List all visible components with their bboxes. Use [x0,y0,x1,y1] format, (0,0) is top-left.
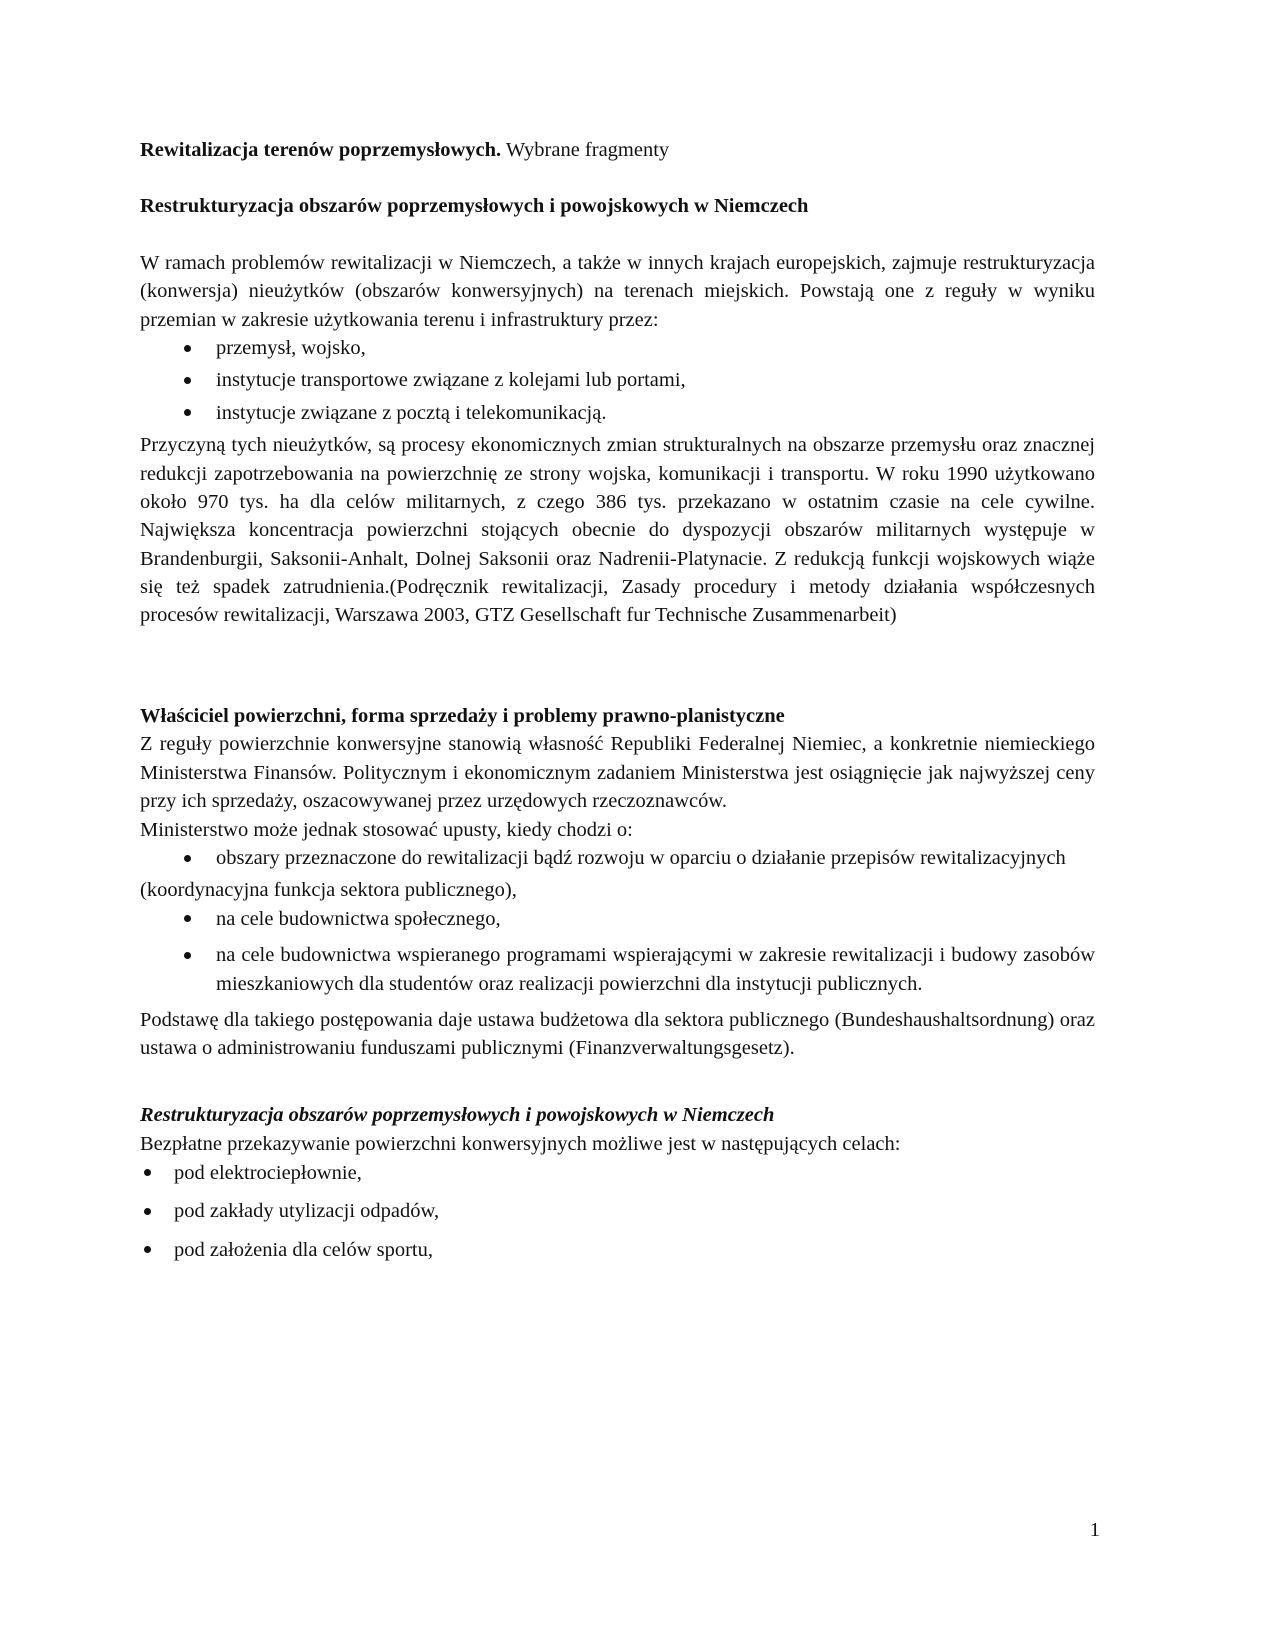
section-3-heading: Restrukturyzacja obszarów poprzemysłowych i powojskowych w Niemczech [140,1103,775,1126]
list-item: obszary przeznaczone do rewitalizacji bądź rozwoju w oparciu o działanie przepisów rewitalizacyjnych [140,844,1095,872]
document-title-bold: Rewitalizacja terenów poprzemysłowych. [140,139,502,161]
page-number: 1 [1089,1518,1100,1541]
list-item: przemysł, wojsko, [140,334,1095,362]
section-2-interjection: (koordynacyjna funkcja sektora publicznego), [140,879,517,902]
section-2-heading: Właściciel powierzchni, forma sprzedaży i problemy prawno-planistyczne [140,704,785,727]
list-item: instytucje transportowe związane z kolejami lub portami, [140,366,1095,394]
spacer [140,1063,1095,1103]
list-item: pod elektrociepłownie, [140,1159,1095,1187]
section-1-intro-paragraph: W ramach problemów rewitalizacji w Niemczech, a także w innych krajach europejskich, zajmuje restrukturyzacja (konwersja) nieużytków (obszarów konwersyjnych) na terenach miejskich. Powstają one z reguły w wyniku przemian w zakresie użytkowania terenu i infrastruktury przez: [140,251,1095,331]
section-1-body-paragraph: Przyczyną tych nieużytków, są procesy ekonomicznych zmian strukturalnych na obszarze przemysłu oraz znacznej redukcji zapotrzebowania na powierzchnię ze strony wojska, komunikacji i transportu. W roku 1990 użytkowano około 970 tys. ha dla celów militarnych, z czego 386 tys. przekazano w ostatnim czasie na cele cywilne. Największa koncentracja powierzchni stojących obecnie do dyspozycji obszarów militarnych występuje w Brandenburgii, Saksonii-Anhalt, Dolnej Saksonii oraz Nadrenii-Platynacie. Z redukcją funkcji wojskowych wiąże się też spadek zatrudnienia.(Podręcznik rewitalizacji, Zasady procedury i metody działania współczesnych procesów rewitalizacji, Warszawa 2003, GTZ Gesellschaft fur Technische Zusammenarbeit) [140,434,1095,627]
section-2-bullet-list-a [140,844,1095,872]
spacer [140,630,1095,704]
section-3-lead-in: Bezpłatne przekazywanie powierzchni konwersyjnych możliwe jest w następujących celach: [140,1133,901,1156]
section-2-lead-in: Ministerstwo może jednak stosować upusty, kiedy chodzi o: [140,818,633,841]
section-2-paragraph-2: Podstawę dla takiego postępowania daje ustawa budżetowa dla sektora publicznego (Bundeshaushaltsordnung) oraz ustawa o administrowaniu funduszami publicznymi (Finanzverwaltungsgesetz). [140,1008,1095,1060]
list-item: na cele budownictwa społecznego, [140,905,1095,933]
document-title [140,138,1095,162]
section-2-bullet-list-b [140,905,1095,998]
section-3-bullet-list [140,1159,1095,1264]
list-item: instytucje związane z pocztą i telekomunikacją. [140,399,1095,427]
list-item: na cele budownictwa wspieranego programami wspierającymi w zakresie rewitalizacji i budowy zasobów mieszkaniowych dla studentów oraz realizacji powierzchni dla instytucji publicznych. [140,941,1095,998]
list-item: pod założenia dla celów sportu, [140,1236,1095,1264]
list-item: pod zakłady utylizacji odpadów, [140,1197,1095,1225]
section-2-paragraph-1: Z reguły powierzchnie konwersyjne stanowią własność Republiki Federalnej Niemiec, a konkretnie niemieckiego Ministerstwa Finansów. Politycznym i ekonomicznym zadaniem Ministerstwa jest osiągnięcie jak najwyższej ceny przy ich sprzedaży, oszacowywanej przez urzędowych rzeczoznawców. [140,733,1095,813]
document-title-subtitle: Wybrane fragmenty [501,139,670,161]
section-1-bullet-list [140,334,1095,427]
section-1-heading: Restrukturyzacja obszarów poprzemysłowych i powojskowych w Niemczech [140,195,809,218]
